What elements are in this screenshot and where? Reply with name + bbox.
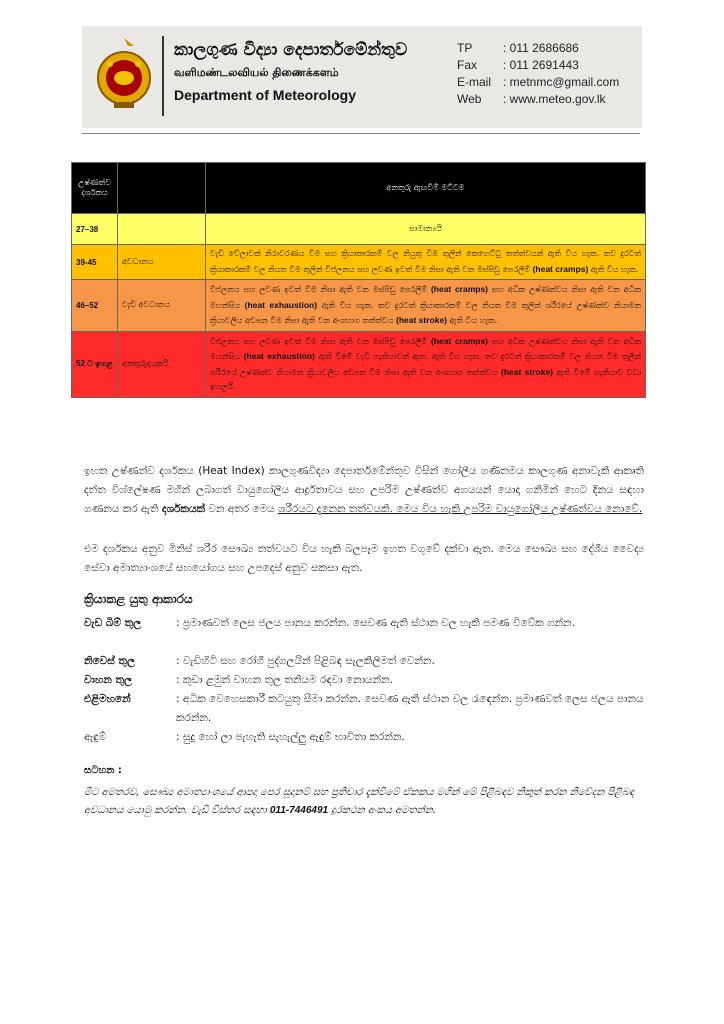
action-item-vehicles — [84, 671, 644, 690]
effect-term: (heat exhaustion) — [243, 351, 315, 361]
action-text: : වැඩිහිටි සහ රෝගී පුද්ගලයින් පිළිබඳ සැලකිලිමත් වෙන්න. — [176, 655, 435, 667]
phone-number: 011-7446491 — [269, 805, 329, 816]
effect-text: වැඩි වේලාවක් නිරාවරණය වීම සහ ක්‍රියාකාරකම් වල නියුතු වීම තුලින් කෙහෙට්ටු තත්ත්වයන් ඇති විය හැක. තව දුරටත් ක්‍රියාකාරකම් වල නියත වීම තුලින් විජලනය සහ ලවණ ඉවත් වීම නිසා ඇති වන මස්පිඩු පෙරලීම් — [210, 249, 641, 274]
contact-value: : 011 2691443 — [503, 58, 579, 72]
range-cell: 39-45 — [72, 245, 118, 280]
effect-text: සහ අධික උෂ්ණත්වය නිසා ඇති වන අධික මහන්සිය — [210, 336, 641, 361]
letterhead-titles — [174, 40, 407, 103]
effect-cell: සාමාන්‍යයි — [206, 214, 646, 245]
contact-details — [457, 40, 619, 108]
effect-term: (heat cramps) — [430, 284, 489, 294]
contact-label: E-mail — [457, 75, 492, 89]
action-label: නිවෙස් තුල — [84, 655, 135, 667]
contact-value: : www.meteo.gov.lk — [503, 92, 606, 106]
table-row — [72, 214, 646, 245]
range-cell: 46–52 — [72, 280, 118, 332]
department-name-sinhala: කාලගුණ විද්‍යා දෙපාර්තමේන්තුව — [174, 40, 408, 60]
effect-term: (heat cramps) — [430, 335, 489, 346]
government-emblem-icon — [94, 34, 154, 114]
action-text: : කුඩා ළමුන් වාහන තුල තනියම රඳවා නොයන්න. — [176, 674, 394, 686]
range-cell: 27–38 — [72, 214, 118, 245]
effect-text: ඇති විය හැක. තව දුරටත් ක්‍රියාකාරකම් වල නියත වීම තුලින් ශරීරයේ උෂ්ණත්ව නියාමන ක්‍රියාවලිය අඩපන වීම නිසා ඇති වන අංශභාග තත්ත්වය — [210, 300, 642, 325]
action-label: වාහන තුල — [84, 674, 132, 686]
table-row — [72, 280, 646, 332]
effect-cell — [206, 245, 646, 280]
heat-index-table — [71, 162, 646, 398]
contact-row-email — [457, 74, 619, 91]
header-warning-level: අනතුරු ඇඟවීම් මට්ටම — [206, 163, 646, 214]
contact-label: Web — [457, 92, 482, 106]
contact-label: Fax — [457, 58, 478, 72]
effect-text: විජලනය සහ ලවණ ඉවත් වීම නිසා ඇති වන මස්පිඩු පෙරලීම් — [210, 336, 431, 346]
heat-index-explanation — [84, 462, 644, 519]
contact-value: : metnmc@gmail.com — [503, 75, 620, 89]
action-label: එළිමහනේ — [84, 693, 131, 705]
department-name-tamil: வளிமண்டலவியல் திணைக்களம் — [174, 66, 339, 79]
note-heading: සටහන : — [84, 765, 122, 776]
health-impact-paragraph: එම දර්ශකය අනුව මිනිස් ශරීර සෞඛ්‍ය තත්වයට විය හැකි බලපෑම ඉහත වගුවේ දක්වා ඇත. මෙය සෞඛ්‍ය සහ දේශීය වෛද්‍ය සේවා අමාත්‍යාංශයේ සහයෝගය සහ උපදෙස් අනුව සකසා ඇත. — [84, 543, 644, 574]
level-cell: වැඩි අවධානය — [118, 280, 206, 332]
effect-text: ඇති විය හැක. — [588, 264, 639, 274]
action-item-outdoors — [84, 690, 644, 728]
action-item-clothing — [84, 728, 644, 747]
explanation-underlined: ශරීරයට දැනෙන තත්වයකි. මෙය විය හැකි උපරිම වායුගෝලීය උෂ්ණත්වය නොවේ. — [278, 503, 643, 515]
effect-term: (heat stroke) — [396, 315, 448, 325]
contact-row-tp — [457, 40, 619, 57]
effect-term: (heat stroke) — [500, 366, 553, 377]
letterhead-divider — [162, 36, 164, 116]
effect-cell — [206, 280, 646, 332]
action-label: වැඩ බිම් තුල — [84, 617, 142, 629]
effect-term: (heat cramps) — [532, 263, 589, 274]
actions-heading: ක්‍රියාකළ යුතු ආකාරය — [84, 592, 193, 606]
effect-text: සහ අධික උෂ්ණත්වය නිසා ඇති වන අධික මහන්සිය — [210, 285, 641, 310]
effect-term: (heat exhaustion) — [244, 299, 318, 310]
action-item-workplace — [84, 614, 644, 633]
effect-text: ඇති විය හැක. — [447, 316, 498, 325]
level-cell — [118, 214, 206, 245]
header-level — [118, 163, 206, 214]
header-heat-index: උෂ්ණත්ව දර්ශකය — [72, 163, 118, 214]
effect-text: විජලනය සහ ලවණ ඉවත් වීම නිසා ඇති වන මස්පිඩු පෙරලීම් — [210, 285, 431, 294]
table-header-row — [72, 163, 646, 214]
contact-row-fax — [457, 57, 619, 74]
note-text — [84, 784, 644, 820]
range-cell: 52 ට ඉහළ — [72, 331, 118, 397]
effect-cell — [206, 331, 646, 397]
contact-value: : 011 2686686 — [503, 41, 579, 55]
contact-label: TP — [457, 41, 473, 55]
level-cell: අවධානය — [118, 245, 206, 280]
action-text: : අධික වෙහෙසකාරී කටයුතු සීමා කරන්න. සෙවණ ඇති ස්ථාන වල රැඳෙන්න. ප්‍රමාණවත් ලෙස ජලය පානය කරන්න. — [176, 693, 644, 724]
table-row — [72, 331, 646, 397]
action-text: : ප්‍රමාණවත් ලෙස ජලය පානය කරන්න. සෙවණ ඇති ස්ථාන වල හැකි පමණ විවේක ගන්න. — [176, 617, 575, 629]
note-body: මීට අමතරව, සෞඛ්‍ය අමාත්‍යාංශයේ ආපදා පෙර සූදානම් සහ ප්‍රතිචාර දැක්වීමේ ඒකකය මගින් මේ පිළිබඳව නිකුත් කරන නිවේදන පිළිබඳ අවධානය යොමු කරන්න. වැඩි විස්තර සඳහා — [84, 787, 635, 816]
effect-text: ඇති වීමේ වැඩි හැකියාවක් ඇත. ඇති විය හැක. තව දුරටත් ක්‍රියාකාරකම් වල නියත වීම තුලින් ශරීරයේ උෂ්ණත්ව නියාමන ක්‍රියාවලිය අඩපන වීම නිසා ඇති වන අංශභාග තත්ත්වය — [210, 352, 642, 377]
letterhead — [82, 26, 642, 128]
action-item-home — [84, 652, 644, 671]
level-cell: අනතුරුදායකයි — [118, 331, 206, 397]
explanation-text: ඉහත උෂ්ණත්ව දර්ශකය (Heat Index) කාලගුණවිද්‍යා දෙපාර්තමේන්තුව විසින් ගෝලීය ගණිතමය කාලගුණ අනාවැකි ආකෘති දත්ත විශ්ලේෂණ මගින් ලබාගත් වායුගෝලීය ආර්ද්‍රතාවය සහ උපරිම උෂ්ණත්ව අගයයන් යොදා ගනිමින් හෙට දිනය සඳහා ගණනය කර ඇති — [84, 465, 644, 515]
explanation-text: වන අතර මෙය — [205, 503, 279, 515]
action-label: ඇඳුම් — [84, 731, 107, 743]
note-body: දුරකථන අංකය අමතන්න. — [328, 805, 437, 816]
effect-text: ඇති වීමේ හැකියාව වඩා ඉහලයි. — [210, 367, 641, 391]
action-text: : සුදු හෝ ලා පැහැති සැහැල්ලු ඇඳුම් භාවිතා කරන්න. — [176, 731, 405, 743]
explanation-emphasis: දර්ශකයක් — [161, 503, 206, 515]
department-name-english: Department of Meteorology — [174, 87, 357, 103]
table-row — [72, 245, 646, 280]
header-rule — [82, 133, 640, 134]
contact-row-web — [457, 91, 619, 108]
